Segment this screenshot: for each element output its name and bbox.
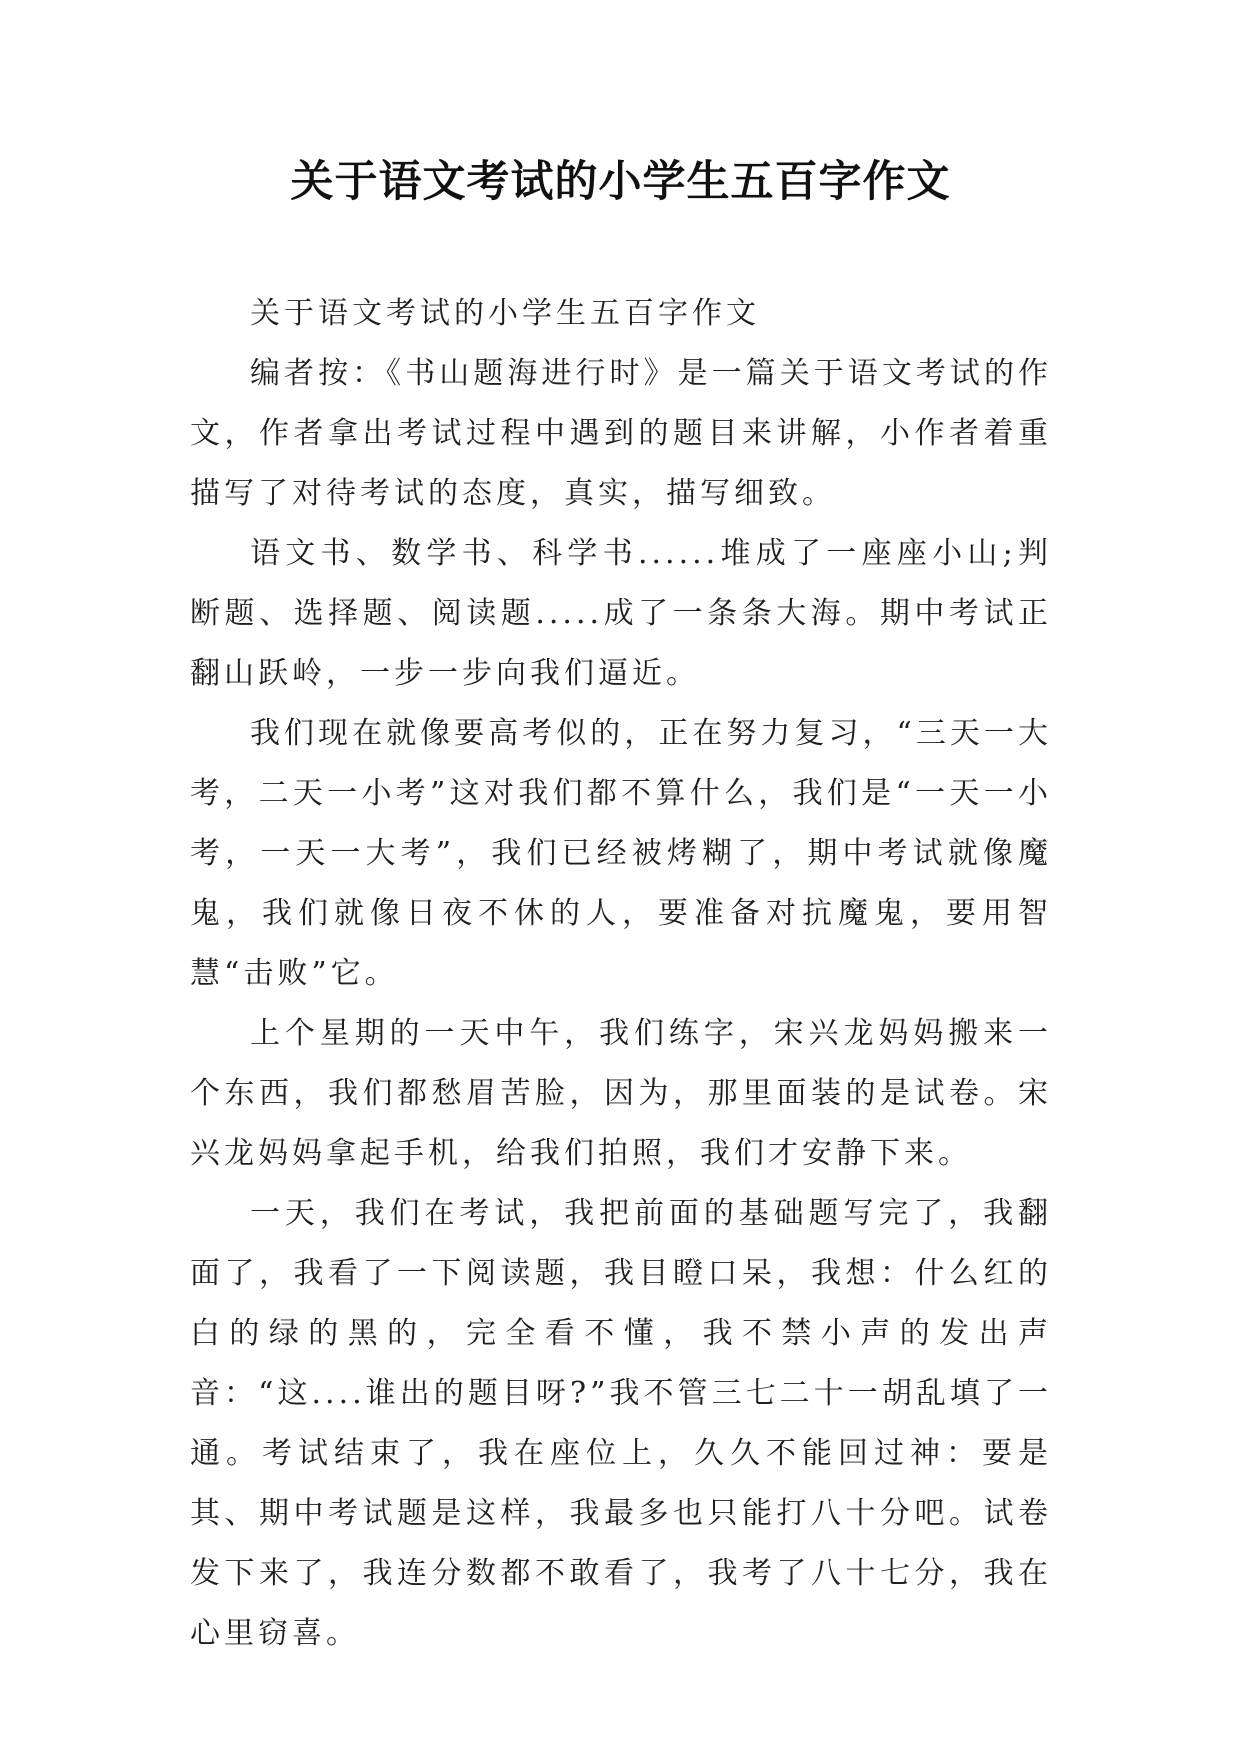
paragraph-subtitle: 关于语文考试的小学生五百字作文 <box>250 296 760 331</box>
paragraph: 上个星期的一天中午，我们练字，宋兴龙妈妈搬来一个东西，我们都愁眉苦脸，因为，那里面装的是试卷。宋兴龙妈妈拿起手机，给我们拍照，我们才安静下来。 <box>190 1016 1052 1171</box>
paragraph: 一天，我们在考试，我把前面的基础题写完了，我翻面了，我看了一下阅读题，我目瞪口呆，我想：什么红的白的绿的黑的，完全看不懂，我不禁小声的发出声音：“这....谁出的题目呀?”我不管三七二十一胡乱填了一通。考试结束了，我在座位上，久久不能回过神：要是其、期中考试题是这样，我最多也只能打八十分吧。试卷发下来了，我连分数都不敢看了，我考了八十七分，我在心里窃喜。 <box>190 1196 1052 1651</box>
document-body <box>190 284 1052 1664</box>
paragraph: 语文书、数学书、科学书......堆成了一座座小山;判断题、选择题、阅读题.....成了一条条大海。期中考试正翻山跃岭，一步一步向我们逼近。 <box>190 536 1052 691</box>
paragraph-editor-note: 编者按：《书山题海进行时》是一篇关于语文考试的作文，作者拿出考试过程中遇到的题目来讲解，小作者着重描写了对待考试的态度，真实，描写细致。 <box>190 356 1052 511</box>
paragraph: 我们现在就像要高考似的，正在努力复习，“三天一大考，二天一小考”这对我们都不算什么，我们是“一天一小考，一天一大考”，我们已经被烤糊了，期中考试就像魔鬼，我们就像日夜不休的人，要准备对抗魔鬼，要用智慧“击败”它。 <box>190 716 1052 991</box>
document-title: 关于语文考试的小学生五百字作文 <box>290 157 951 207</box>
